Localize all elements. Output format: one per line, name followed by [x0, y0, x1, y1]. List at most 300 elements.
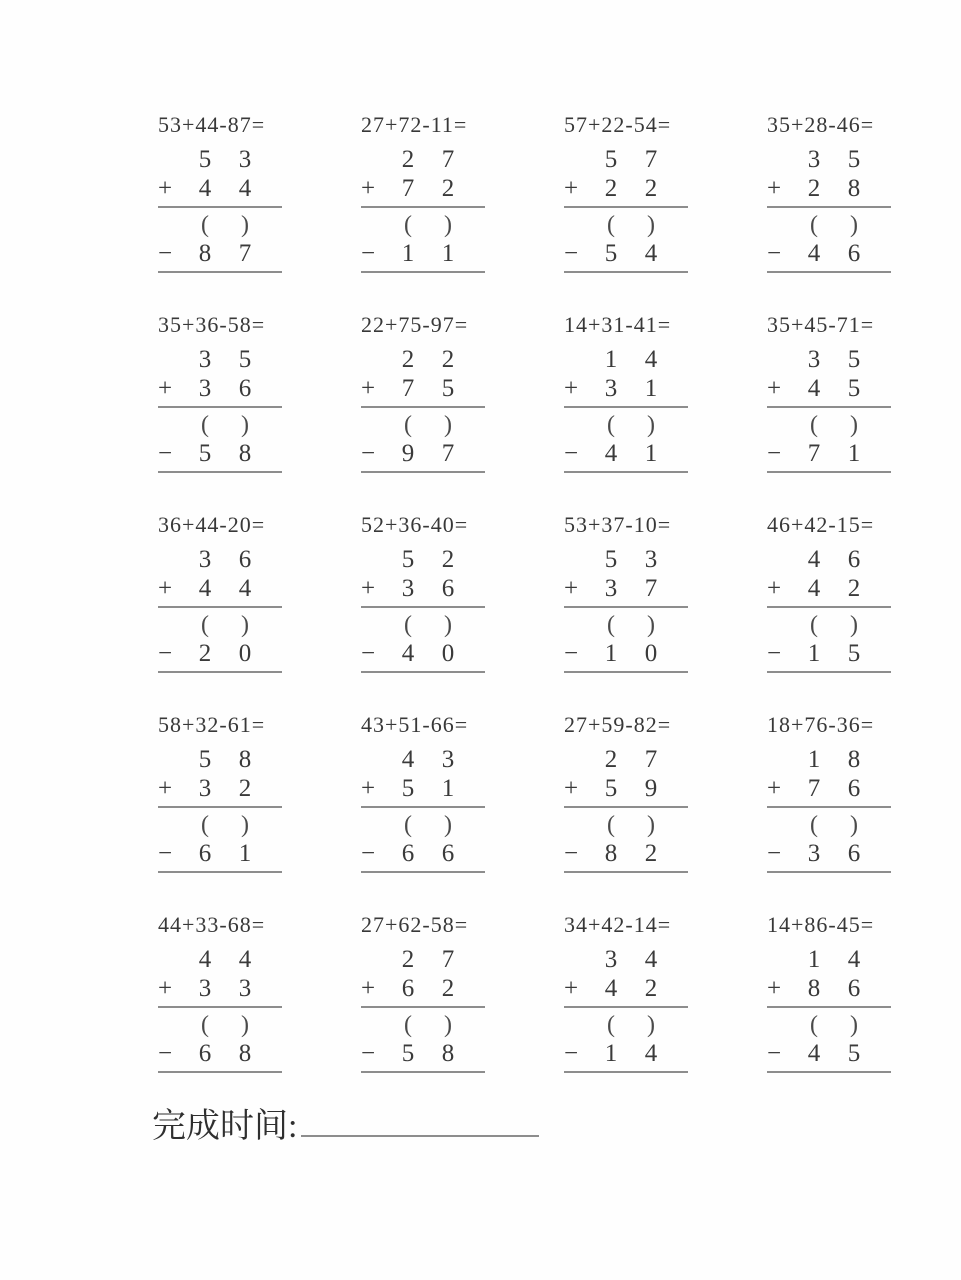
minus-sign: −: [564, 440, 579, 467]
sign-spacer: [361, 345, 388, 374]
vertical-form: [158, 945, 282, 1073]
vertical-form: [767, 745, 891, 873]
sum-answer-parens: [767, 811, 891, 839]
subtrahend-ones-digit: 0: [644, 640, 658, 667]
vertical-form: [564, 545, 688, 673]
vertical-form: [158, 345, 282, 473]
top-tens-digit: 2: [401, 346, 415, 373]
subtrahend-tens-digit: 1: [604, 1040, 618, 1067]
problems-grid: [158, 112, 961, 1112]
close-paren: ): [850, 1012, 858, 1038]
sum-answer-parens: [361, 811, 485, 839]
plus-sign: +: [158, 375, 173, 402]
minus-sign: −: [361, 840, 376, 867]
sum-rule-line: [564, 406, 688, 408]
problem-cell: [158, 512, 290, 712]
subtrahend-tens-digit: 6: [198, 1040, 212, 1067]
result-rule-line: [361, 1071, 485, 1073]
top-ones-digit: 6: [238, 546, 252, 573]
open-paren: (: [404, 812, 412, 838]
sum-rule-line: [158, 406, 282, 408]
sum-rule-line: [767, 206, 891, 208]
result-rule-line: [361, 671, 485, 673]
close-paren: ): [241, 612, 249, 638]
subtrahend-tens-digit: 4: [401, 640, 415, 667]
subtrahend-row: [767, 1039, 891, 1068]
subtrahend-ones-digit: 4: [644, 1040, 658, 1067]
subtrahend-tens-digit: 5: [604, 240, 618, 267]
addend-ones-digit: 5: [441, 375, 455, 402]
subtrahend-row: [361, 639, 485, 668]
addend-row: [158, 174, 282, 203]
top-addend-row: [158, 945, 282, 974]
sum-answer-parens: [564, 611, 688, 639]
problem-cell: [361, 912, 493, 1112]
result-rule-line: [158, 471, 282, 473]
top-addend-row: [564, 145, 688, 174]
sign-spacer: [158, 545, 185, 574]
open-paren: (: [607, 812, 615, 838]
minus-sign: −: [564, 640, 579, 667]
vertical-form: [564, 345, 688, 473]
plus-sign: +: [767, 775, 782, 802]
open-paren: (: [201, 1012, 209, 1038]
top-tens-digit: 5: [401, 546, 415, 573]
minus-sign: −: [361, 1040, 376, 1067]
open-paren: (: [810, 412, 818, 438]
minus-sign: −: [767, 240, 782, 267]
addend-row: [767, 374, 891, 403]
subtrahend-tens-digit: 4: [807, 240, 821, 267]
addend-tens-digit: 7: [401, 175, 415, 202]
top-tens-digit: 5: [604, 546, 618, 573]
open-paren: (: [201, 612, 209, 638]
top-addend-row: [361, 945, 485, 974]
addend-ones-digit: 4: [238, 575, 252, 602]
sign-spacer: [158, 745, 185, 774]
addend-ones-digit: 1: [644, 375, 658, 402]
plus-sign: +: [361, 375, 376, 402]
equation-text: 14+86-45=: [767, 912, 875, 937]
sum-answer-parens: [158, 611, 282, 639]
sum-answer-parens: [361, 1011, 485, 1039]
addend-row: [564, 374, 688, 403]
top-ones-digit: 4: [847, 946, 861, 973]
equation-text: 35+36-58=: [158, 312, 266, 337]
minus-sign: −: [158, 840, 173, 867]
problem-cell: [564, 512, 696, 712]
top-ones-digit: 8: [847, 746, 861, 773]
subtrahend-tens-digit: 3: [807, 840, 821, 867]
sum-rule-line: [158, 606, 282, 608]
equation-text: 34+42-14=: [564, 912, 672, 937]
sign-spacer: [564, 145, 591, 174]
plus-sign: +: [564, 975, 579, 1002]
addend-row: [767, 774, 891, 803]
subtrahend-tens-digit: 4: [604, 440, 618, 467]
subtrahend-tens-digit: 9: [401, 440, 415, 467]
problem-cell: [767, 912, 899, 1112]
open-paren: (: [810, 612, 818, 638]
close-paren: ): [850, 412, 858, 438]
sum-answer-parens: [361, 611, 485, 639]
subtrahend-row: [564, 839, 688, 868]
minus-sign: −: [361, 240, 376, 267]
subtrahend-ones-digit: 4: [644, 240, 658, 267]
top-ones-digit: 7: [441, 946, 455, 973]
problem-cell: [767, 512, 899, 712]
problem-cell: [564, 112, 696, 312]
result-rule-line: [767, 1071, 891, 1073]
top-ones-digit: 3: [644, 546, 658, 573]
addend-tens-digit: 3: [604, 375, 618, 402]
result-rule-line: [564, 471, 688, 473]
sign-spacer: [767, 545, 794, 574]
vertical-form: [767, 545, 891, 673]
addend-row: [158, 574, 282, 603]
close-paren: ): [241, 1012, 249, 1038]
close-paren: ): [647, 612, 655, 638]
open-paren: (: [810, 212, 818, 238]
result-rule-line: [767, 671, 891, 673]
sign-spacer: [564, 745, 591, 774]
subtrahend-ones-digit: 1: [847, 440, 861, 467]
top-ones-digit: 4: [644, 946, 658, 973]
equation-text: 27+59-82=: [564, 712, 672, 737]
sum-rule-line: [767, 606, 891, 608]
minus-sign: −: [767, 840, 782, 867]
result-rule-line: [158, 271, 282, 273]
sum-answer-parens: [564, 211, 688, 239]
top-addend-row: [767, 345, 891, 374]
equation-text: 35+45-71=: [767, 312, 875, 337]
subtrahend-tens-digit: 8: [604, 840, 618, 867]
sign-spacer: [564, 345, 591, 374]
addend-ones-digit: 2: [847, 575, 861, 602]
sum-rule-line: [564, 206, 688, 208]
top-tens-digit: 5: [604, 146, 618, 173]
equation-text: 53+37-10=: [564, 512, 672, 537]
vertical-form: [158, 545, 282, 673]
sum-answer-parens: [158, 1011, 282, 1039]
sign-spacer: [767, 145, 794, 174]
sum-rule-line: [767, 406, 891, 408]
close-paren: ): [850, 812, 858, 838]
top-addend-row: [564, 345, 688, 374]
top-tens-digit: 4: [401, 746, 415, 773]
addend-tens-digit: 4: [198, 575, 212, 602]
addend-ones-digit: 1: [441, 775, 455, 802]
vertical-form: [361, 545, 485, 673]
addend-tens-digit: 3: [198, 975, 212, 1002]
addend-ones-digit: 8: [847, 175, 861, 202]
plus-sign: +: [158, 175, 173, 202]
sum-rule-line: [564, 1006, 688, 1008]
plus-sign: +: [158, 775, 173, 802]
top-addend-row: [767, 545, 891, 574]
addend-tens-digit: 4: [198, 175, 212, 202]
equation-text: 36+44-20=: [158, 512, 266, 537]
plus-sign: +: [767, 575, 782, 602]
addend-row: [767, 574, 891, 603]
equation-text: 58+32-61=: [158, 712, 266, 737]
problem-cell: [767, 312, 899, 512]
top-addend-row: [361, 745, 485, 774]
subtrahend-ones-digit: 1: [238, 840, 252, 867]
sign-spacer: [361, 545, 388, 574]
addend-tens-digit: 4: [807, 375, 821, 402]
top-ones-digit: 5: [847, 346, 861, 373]
addend-row: [361, 774, 485, 803]
equation-text: 35+28-46=: [767, 112, 875, 137]
top-tens-digit: 1: [807, 746, 821, 773]
addend-ones-digit: 2: [644, 175, 658, 202]
addend-row: [564, 574, 688, 603]
minus-sign: −: [361, 640, 376, 667]
top-tens-digit: 2: [604, 746, 618, 773]
top-ones-digit: 4: [644, 346, 658, 373]
result-rule-line: [767, 871, 891, 873]
open-paren: (: [404, 612, 412, 638]
subtrahend-ones-digit: 0: [238, 640, 252, 667]
addend-row: [158, 974, 282, 1003]
equation-text: 27+62-58=: [361, 912, 469, 937]
top-tens-digit: 3: [604, 946, 618, 973]
result-rule-line: [767, 271, 891, 273]
open-paren: (: [201, 212, 209, 238]
top-addend-row: [361, 545, 485, 574]
subtrahend-ones-digit: 0: [441, 640, 455, 667]
minus-sign: −: [564, 840, 579, 867]
subtrahend-ones-digit: 8: [238, 440, 252, 467]
top-addend-row: [564, 545, 688, 574]
sign-spacer: [361, 745, 388, 774]
top-tens-digit: 2: [401, 946, 415, 973]
close-paren: ): [444, 212, 452, 238]
top-addend-row: [158, 545, 282, 574]
problem-cell: [767, 712, 899, 912]
addend-ones-digit: 6: [847, 975, 861, 1002]
addend-tens-digit: 7: [401, 375, 415, 402]
sum-answer-parens: [158, 811, 282, 839]
plus-sign: +: [361, 975, 376, 1002]
vertical-form: [158, 745, 282, 873]
minus-sign: −: [158, 240, 173, 267]
sum-answer-parens: [158, 211, 282, 239]
subtrahend-ones-digit: 7: [238, 240, 252, 267]
equation-text: 52+36-40=: [361, 512, 469, 537]
vertical-form: [564, 745, 688, 873]
addend-ones-digit: 3: [238, 975, 252, 1002]
addend-tens-digit: 3: [401, 575, 415, 602]
addend-ones-digit: 2: [441, 175, 455, 202]
addend-tens-digit: 3: [198, 775, 212, 802]
addend-row: [564, 774, 688, 803]
plus-sign: +: [767, 175, 782, 202]
subtrahend-row: [767, 639, 891, 668]
subtrahend-tens-digit: 6: [198, 840, 212, 867]
equation-text: 43+51-66=: [361, 712, 469, 737]
top-addend-row: [564, 945, 688, 974]
close-paren: ): [850, 212, 858, 238]
vertical-form: [361, 345, 485, 473]
top-ones-digit: 8: [238, 746, 252, 773]
top-ones-digit: 3: [238, 146, 252, 173]
subtrahend-ones-digit: 5: [847, 1040, 861, 1067]
close-paren: ): [444, 612, 452, 638]
vertical-form: [361, 145, 485, 273]
equation-text: 57+22-54=: [564, 112, 672, 137]
vertical-form: [564, 945, 688, 1073]
close-paren: ): [444, 812, 452, 838]
minus-sign: −: [767, 440, 782, 467]
sum-rule-line: [361, 806, 485, 808]
top-ones-digit: 7: [441, 146, 455, 173]
addend-ones-digit: 2: [238, 775, 252, 802]
equation-text: 18+76-36=: [767, 712, 875, 737]
result-rule-line: [361, 271, 485, 273]
plus-sign: +: [564, 775, 579, 802]
close-paren: ): [444, 1012, 452, 1038]
open-paren: (: [607, 212, 615, 238]
equation-text: 46+42-15=: [767, 512, 875, 537]
sum-rule-line: [361, 206, 485, 208]
sum-rule-line: [767, 806, 891, 808]
sign-spacer: [361, 145, 388, 174]
sum-answer-parens: [767, 211, 891, 239]
equation-text: 44+33-68=: [158, 912, 266, 937]
sum-rule-line: [361, 1006, 485, 1008]
sign-spacer: [361, 945, 388, 974]
result-rule-line: [158, 871, 282, 873]
open-paren: (: [201, 812, 209, 838]
subtrahend-row: [564, 239, 688, 268]
sum-answer-parens: [361, 411, 485, 439]
plus-sign: +: [158, 975, 173, 1002]
top-tens-digit: 3: [198, 546, 212, 573]
addend-tens-digit: 2: [807, 175, 821, 202]
addend-row: [564, 174, 688, 203]
close-paren: ): [647, 412, 655, 438]
subtrahend-row: [564, 639, 688, 668]
close-paren: ): [647, 1012, 655, 1038]
problem-cell: [158, 912, 290, 1112]
top-addend-row: [158, 345, 282, 374]
subtrahend-ones-digit: 6: [847, 840, 861, 867]
open-paren: (: [810, 1012, 818, 1038]
vertical-form: [361, 745, 485, 873]
result-rule-line: [564, 871, 688, 873]
addend-ones-digit: 2: [644, 975, 658, 1002]
plus-sign: +: [564, 575, 579, 602]
subtrahend-row: [158, 839, 282, 868]
close-paren: ): [241, 212, 249, 238]
subtrahend-ones-digit: 8: [238, 1040, 252, 1067]
open-paren: (: [404, 1012, 412, 1038]
result-rule-line: [361, 471, 485, 473]
top-tens-digit: 3: [807, 346, 821, 373]
sum-answer-parens: [564, 411, 688, 439]
close-paren: ): [241, 412, 249, 438]
sum-rule-line: [158, 206, 282, 208]
close-paren: ): [241, 812, 249, 838]
top-ones-digit: 5: [238, 346, 252, 373]
sum-answer-parens: [767, 611, 891, 639]
top-tens-digit: 5: [198, 146, 212, 173]
addend-tens-digit: 4: [604, 975, 618, 1002]
subtrahend-tens-digit: 6: [401, 840, 415, 867]
open-paren: (: [404, 412, 412, 438]
top-tens-digit: 4: [807, 546, 821, 573]
plus-sign: +: [767, 975, 782, 1002]
sign-spacer: [158, 145, 185, 174]
top-tens-digit: 3: [807, 146, 821, 173]
addend-row: [564, 974, 688, 1003]
minus-sign: −: [564, 1040, 579, 1067]
subtrahend-row: [361, 439, 485, 468]
minus-sign: −: [361, 440, 376, 467]
subtrahend-row: [361, 1039, 485, 1068]
top-addend-row: [564, 745, 688, 774]
minus-sign: −: [767, 1040, 782, 1067]
top-addend-row: [767, 945, 891, 974]
top-tens-digit: 2: [401, 146, 415, 173]
addend-ones-digit: 9: [644, 775, 658, 802]
addend-row: [361, 174, 485, 203]
subtrahend-row: [158, 639, 282, 668]
problem-cell: [767, 112, 899, 312]
sign-spacer: [158, 345, 185, 374]
sum-answer-parens: [158, 411, 282, 439]
subtrahend-tens-digit: 5: [198, 440, 212, 467]
completion-time-blank: [301, 1099, 539, 1137]
subtrahend-tens-digit: 1: [401, 240, 415, 267]
problem-cell: [564, 912, 696, 1112]
sign-spacer: [564, 545, 591, 574]
vertical-form: [361, 945, 485, 1073]
plus-sign: +: [767, 375, 782, 402]
completion-time-label: 完成时间:: [152, 1108, 298, 1145]
result-rule-line: [158, 1071, 282, 1073]
addend-tens-digit: 5: [604, 775, 618, 802]
top-addend-row: [158, 145, 282, 174]
sum-rule-line: [767, 1006, 891, 1008]
addend-ones-digit: 6: [847, 775, 861, 802]
problem-cell: [361, 112, 493, 312]
plus-sign: +: [158, 575, 173, 602]
vertical-form: [767, 345, 891, 473]
addend-row: [158, 374, 282, 403]
equation-text: 53+44-87=: [158, 112, 266, 137]
subtrahend-ones-digit: 1: [644, 440, 658, 467]
subtrahend-ones-digit: 5: [847, 640, 861, 667]
addend-row: [361, 374, 485, 403]
subtrahend-row: [361, 239, 485, 268]
addend-tens-digit: 8: [807, 975, 821, 1002]
equation-text: 14+31-41=: [564, 312, 672, 337]
close-paren: ): [647, 812, 655, 838]
subtrahend-tens-digit: 1: [604, 640, 618, 667]
plus-sign: +: [564, 375, 579, 402]
addend-ones-digit: 6: [238, 375, 252, 402]
sum-answer-parens: [564, 1011, 688, 1039]
open-paren: (: [404, 212, 412, 238]
addend-ones-digit: 2: [441, 975, 455, 1002]
plus-sign: +: [361, 575, 376, 602]
vertical-form: [767, 945, 891, 1073]
result-rule-line: [767, 471, 891, 473]
footer: [152, 1098, 539, 1147]
